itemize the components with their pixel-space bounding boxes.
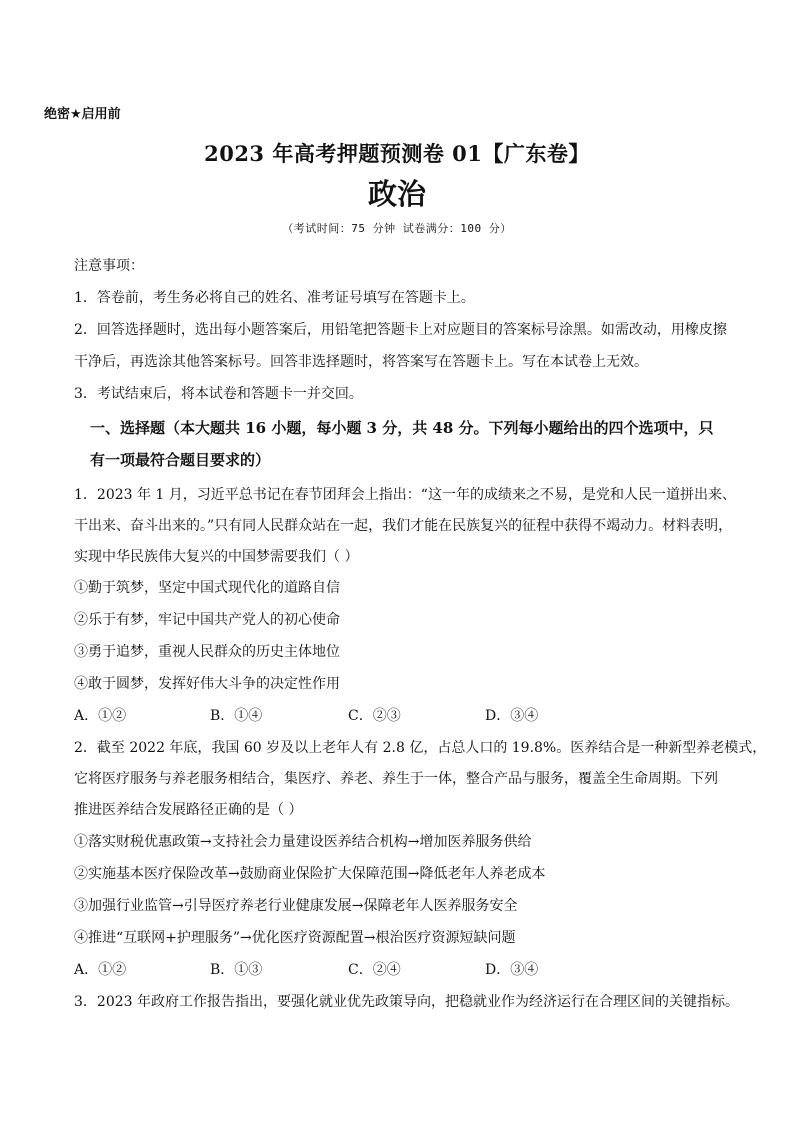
question-1-options [74, 706, 674, 726]
subject-title: 政治 [367, 177, 426, 211]
question-2-statement: ②实施基本医疗保险改革→鼓励商业保险扩大保障范围→降低老年人养老成本 [74, 866, 546, 882]
option-c[interactable]: C．②③ [348, 708, 401, 724]
option-c[interactable]: C．②④ [348, 962, 401, 978]
question-1-stem: 1．2023 年 1 月，习近平总书记在春节团拜会上指出：“这一年的成绩来之不易，是党和人民一道拼出来、 [74, 487, 736, 503]
option-d[interactable]: D．③④ [485, 962, 539, 978]
option-a[interactable]: A．①② [74, 962, 127, 978]
confidential-mark: 绝密★启用前 [44, 107, 121, 122]
section-heading: 一、选择题（本大题共 16 小题，每小题 3 分，共 48 分。下列每小题给出的四个选项中，只 [90, 419, 714, 437]
question-2-stem: 推进医养结合发展路径正确的是（ ） [74, 802, 303, 818]
question-2-statement: ④推进“互联网+护理服务”→优化医疗资源配置→根治医疗资源短缺问题 [74, 930, 516, 946]
section-heading-cont: 有一项最符合题目要求的） [90, 451, 271, 469]
question-2-stem: 2．截至 2022 年底，我国 60 岁及以上老年人有 2.8 亿，占总人口的 19.8%。医养结合是一种新型养老模式， [74, 740, 767, 756]
question-2-statement: ③加强行业监管→引导医疗养老行业健康发展→保障老年人医养服务安全 [74, 898, 518, 914]
question-2-options [74, 960, 674, 980]
exam-title: 2023 年高考押题预测卷 01【广东卷】 [204, 141, 590, 166]
option-b[interactable]: B．①③ [210, 962, 263, 978]
notice-heading: 注意事项： [74, 258, 144, 274]
question-1-statement: ③勇于追梦，重视人民群众的历史主体地位 [74, 644, 340, 660]
option-b[interactable]: B．①④ [210, 708, 263, 724]
question-1-stem: 干出来、奋斗出来的。”只有同人民群众站在一起，我们才能在民族复兴的征程中获得不竭动力。材料表明， [74, 518, 733, 534]
question-1-stem: 实现中华民族伟大复兴的中国梦需要我们（ ） [74, 549, 359, 565]
question-3-stem: 3．2023 年政府工作报告指出，要强化就业优先政策导向，把稳就业作为经济运行在合理区间的关键指标。 [74, 994, 739, 1010]
notice-item: 3．考试结束后，将本试卷和答题卡一并交回。 [74, 386, 363, 402]
question-1-statement: ①勤于筑梦，坚定中国式现代化的道路自信 [74, 580, 340, 596]
notice-item: 2．回答选择题时，选出每小题答案后，用铅笔把答题卡上对应题目的答案标号涂黑。如需改动，用橡皮擦 [74, 322, 727, 338]
question-1-statement: ②乐于有梦，牢记中国共产党人的初心使命 [74, 612, 340, 628]
question-2-stem: 它将医疗服务与养老服务相结合，集医疗、养老、养生于一体，整合产品与服务，覆盖全生命周期。下列 [74, 771, 718, 787]
time-info: （考试时间：75 分钟 试卷满分：100 分） [282, 222, 512, 235]
question-1-statement: ④敢于圆梦，发挥好伟大斗争的决定性作用 [74, 676, 340, 692]
option-d[interactable]: D．③④ [485, 708, 539, 724]
option-a[interactable]: A．①② [74, 708, 127, 724]
notice-item: 1．答卷前，考生务必将自己的姓名、准考证号填写在答题卡上。 [74, 290, 475, 306]
notice-item: 干净后，再选涂其他答案标号。回答非选择题时，将答案写在答题卡上。写在本试卷上无效。 [74, 354, 648, 370]
question-2-statement: ①落实财税优惠政策→支持社会力量建设医养结合机构→增加医养服务供给 [74, 834, 532, 850]
